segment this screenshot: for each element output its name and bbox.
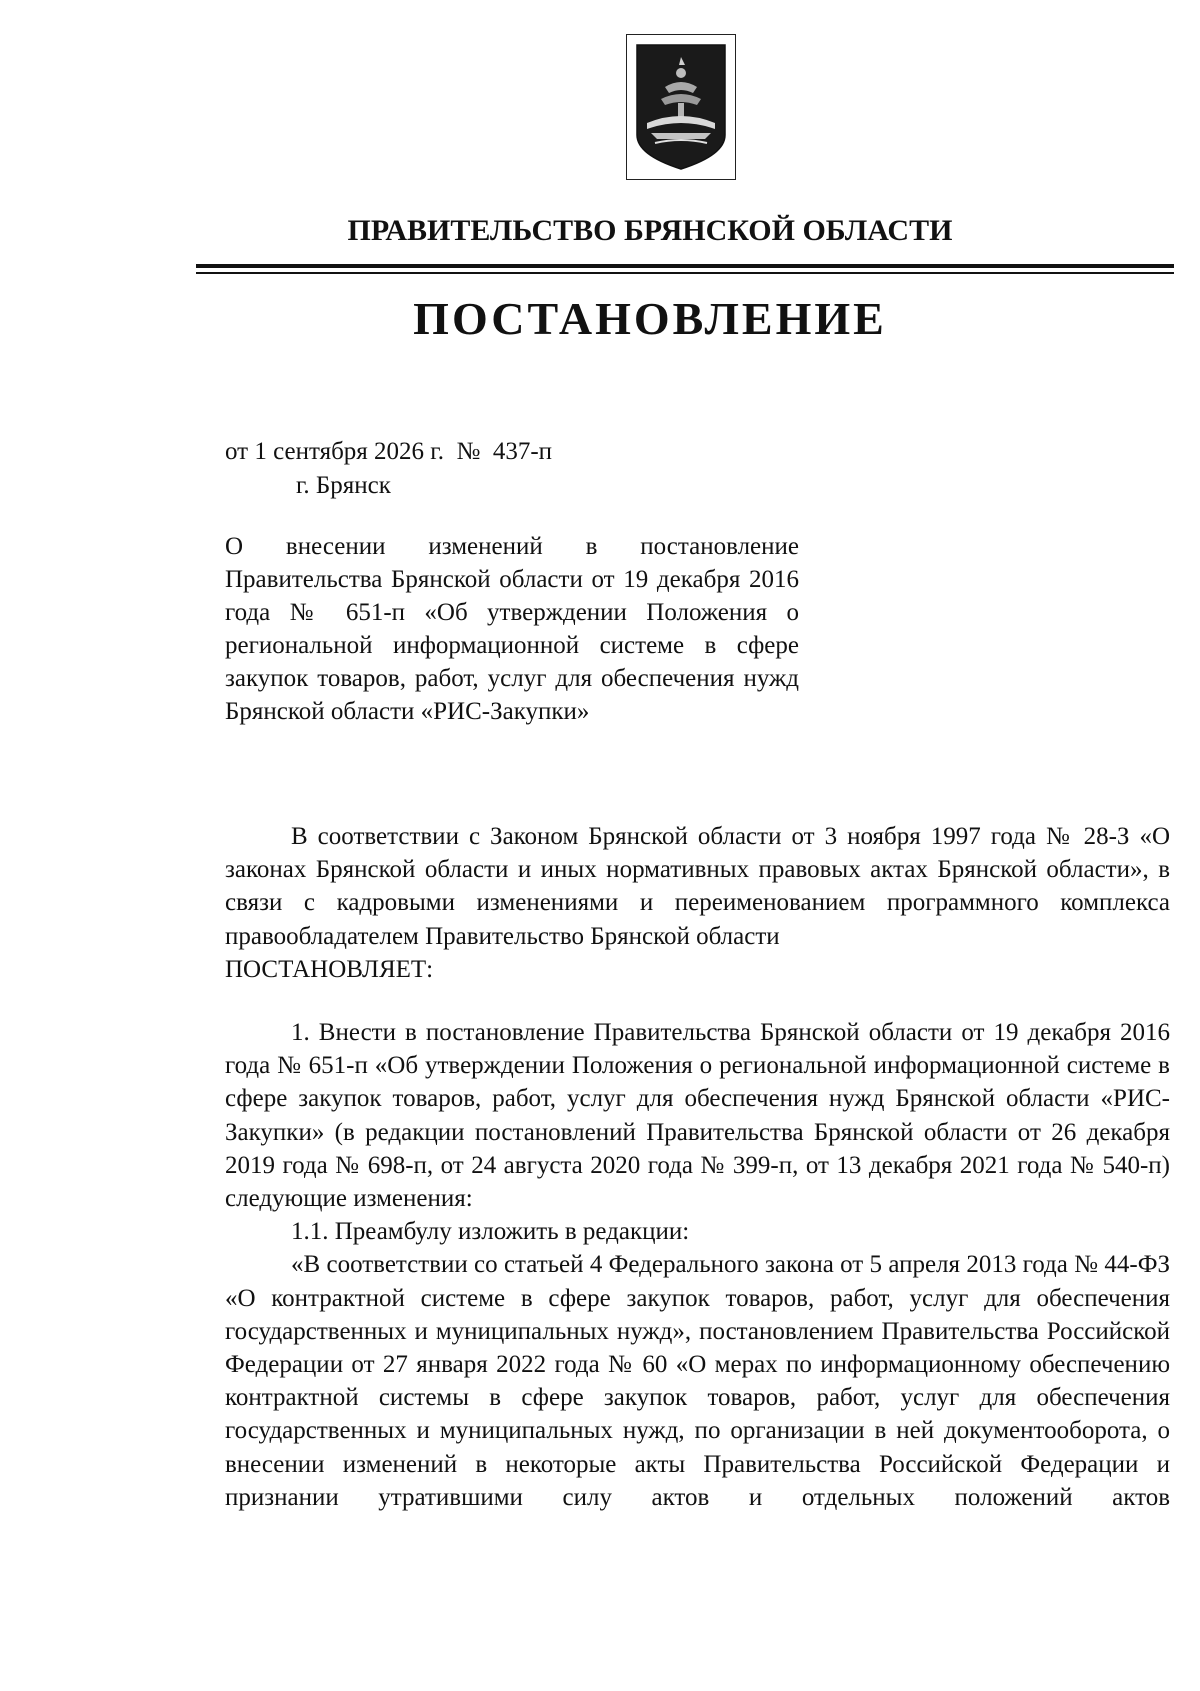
- city-line: г. Брянск: [296, 472, 391, 499]
- preamble-paragraph: В соответствии с Законом Брянской области от 3 ноября 1997 года № 28-З «О законах Брянской области и иных нормативных правовых актах Брянской области», в связи с кадровыми изменениями и переименованием программного комплекса правообладателем Правительство Брянской области: [225, 823, 1170, 950]
- header-rule-thick: [196, 264, 1174, 268]
- item-1-paragraph: 1. Внести в постановление Правительства Брянской области от 19 декабря 2016 года № 651-п «Об утверждении Положения о региональной информационной системе в сфере закупок товаров, работ, услуг для обеспечения нужд Брянской области «РИС-Закупки» (в редакции постановлений Правительства Брянской области от 26 декабря 2019 года № 698-п, от 24 августа 2020 года № 399-п, от 13 декабря 2021 года № 540-п) следующие изменения:: [225, 1019, 1170, 1213]
- date-number-line: от 1 сентября 2026 г. № 437-п: [225, 438, 553, 465]
- decree-word: ПОСТАНОВЛЯЕТ:: [225, 955, 434, 983]
- coat-of-arms-icon: [635, 43, 727, 171]
- document-type-title: ПОСТАНОВЛЕНИЕ: [413, 293, 887, 344]
- document-body: [225, 820, 1170, 1514]
- quote-paragraph: «В соответствии со статьей 4 Федерального закона от 5 апреля 2013 года № 44-ФЗ «О контрактной системе в сфере закупок товаров, работ, услуг для обеспечения государственных и муниципальных нужд», постановлением Правительства Российской Федерации от 27 января 2022 года № 60 «О мерах по информационному обеспечению контрактной системы в сфере закупок товаров, работ, услуг для обеспечения государственных и муниципальных нужд, по организации в ней документооборота, о внесении изменений в некоторые акты Правительства Российской Федерации и признании утратившими силу актов и отдельных положений актов: [225, 1251, 1170, 1511]
- organization-title: ПРАВИТЕЛЬСТВО БРЯНСКОЙ ОБЛАСТИ: [347, 214, 953, 247]
- header-rule-thin: [196, 272, 1174, 274]
- item-1-1-paragraph: 1.1. Преамбулу изложить в редакции:: [291, 1218, 690, 1246]
- document-subject: О внесении изменений в постановление Правительства Брянской области от 19 декабря 2016 года № 651-п «Об утверждении Положения о региональной информационной системе в сфере закупок товаров, работ, услуг для обеспечения нужд Брянской области «РИС-Закупки»: [225, 533, 799, 725]
- coat-of-arms-emblem: [626, 34, 736, 180]
